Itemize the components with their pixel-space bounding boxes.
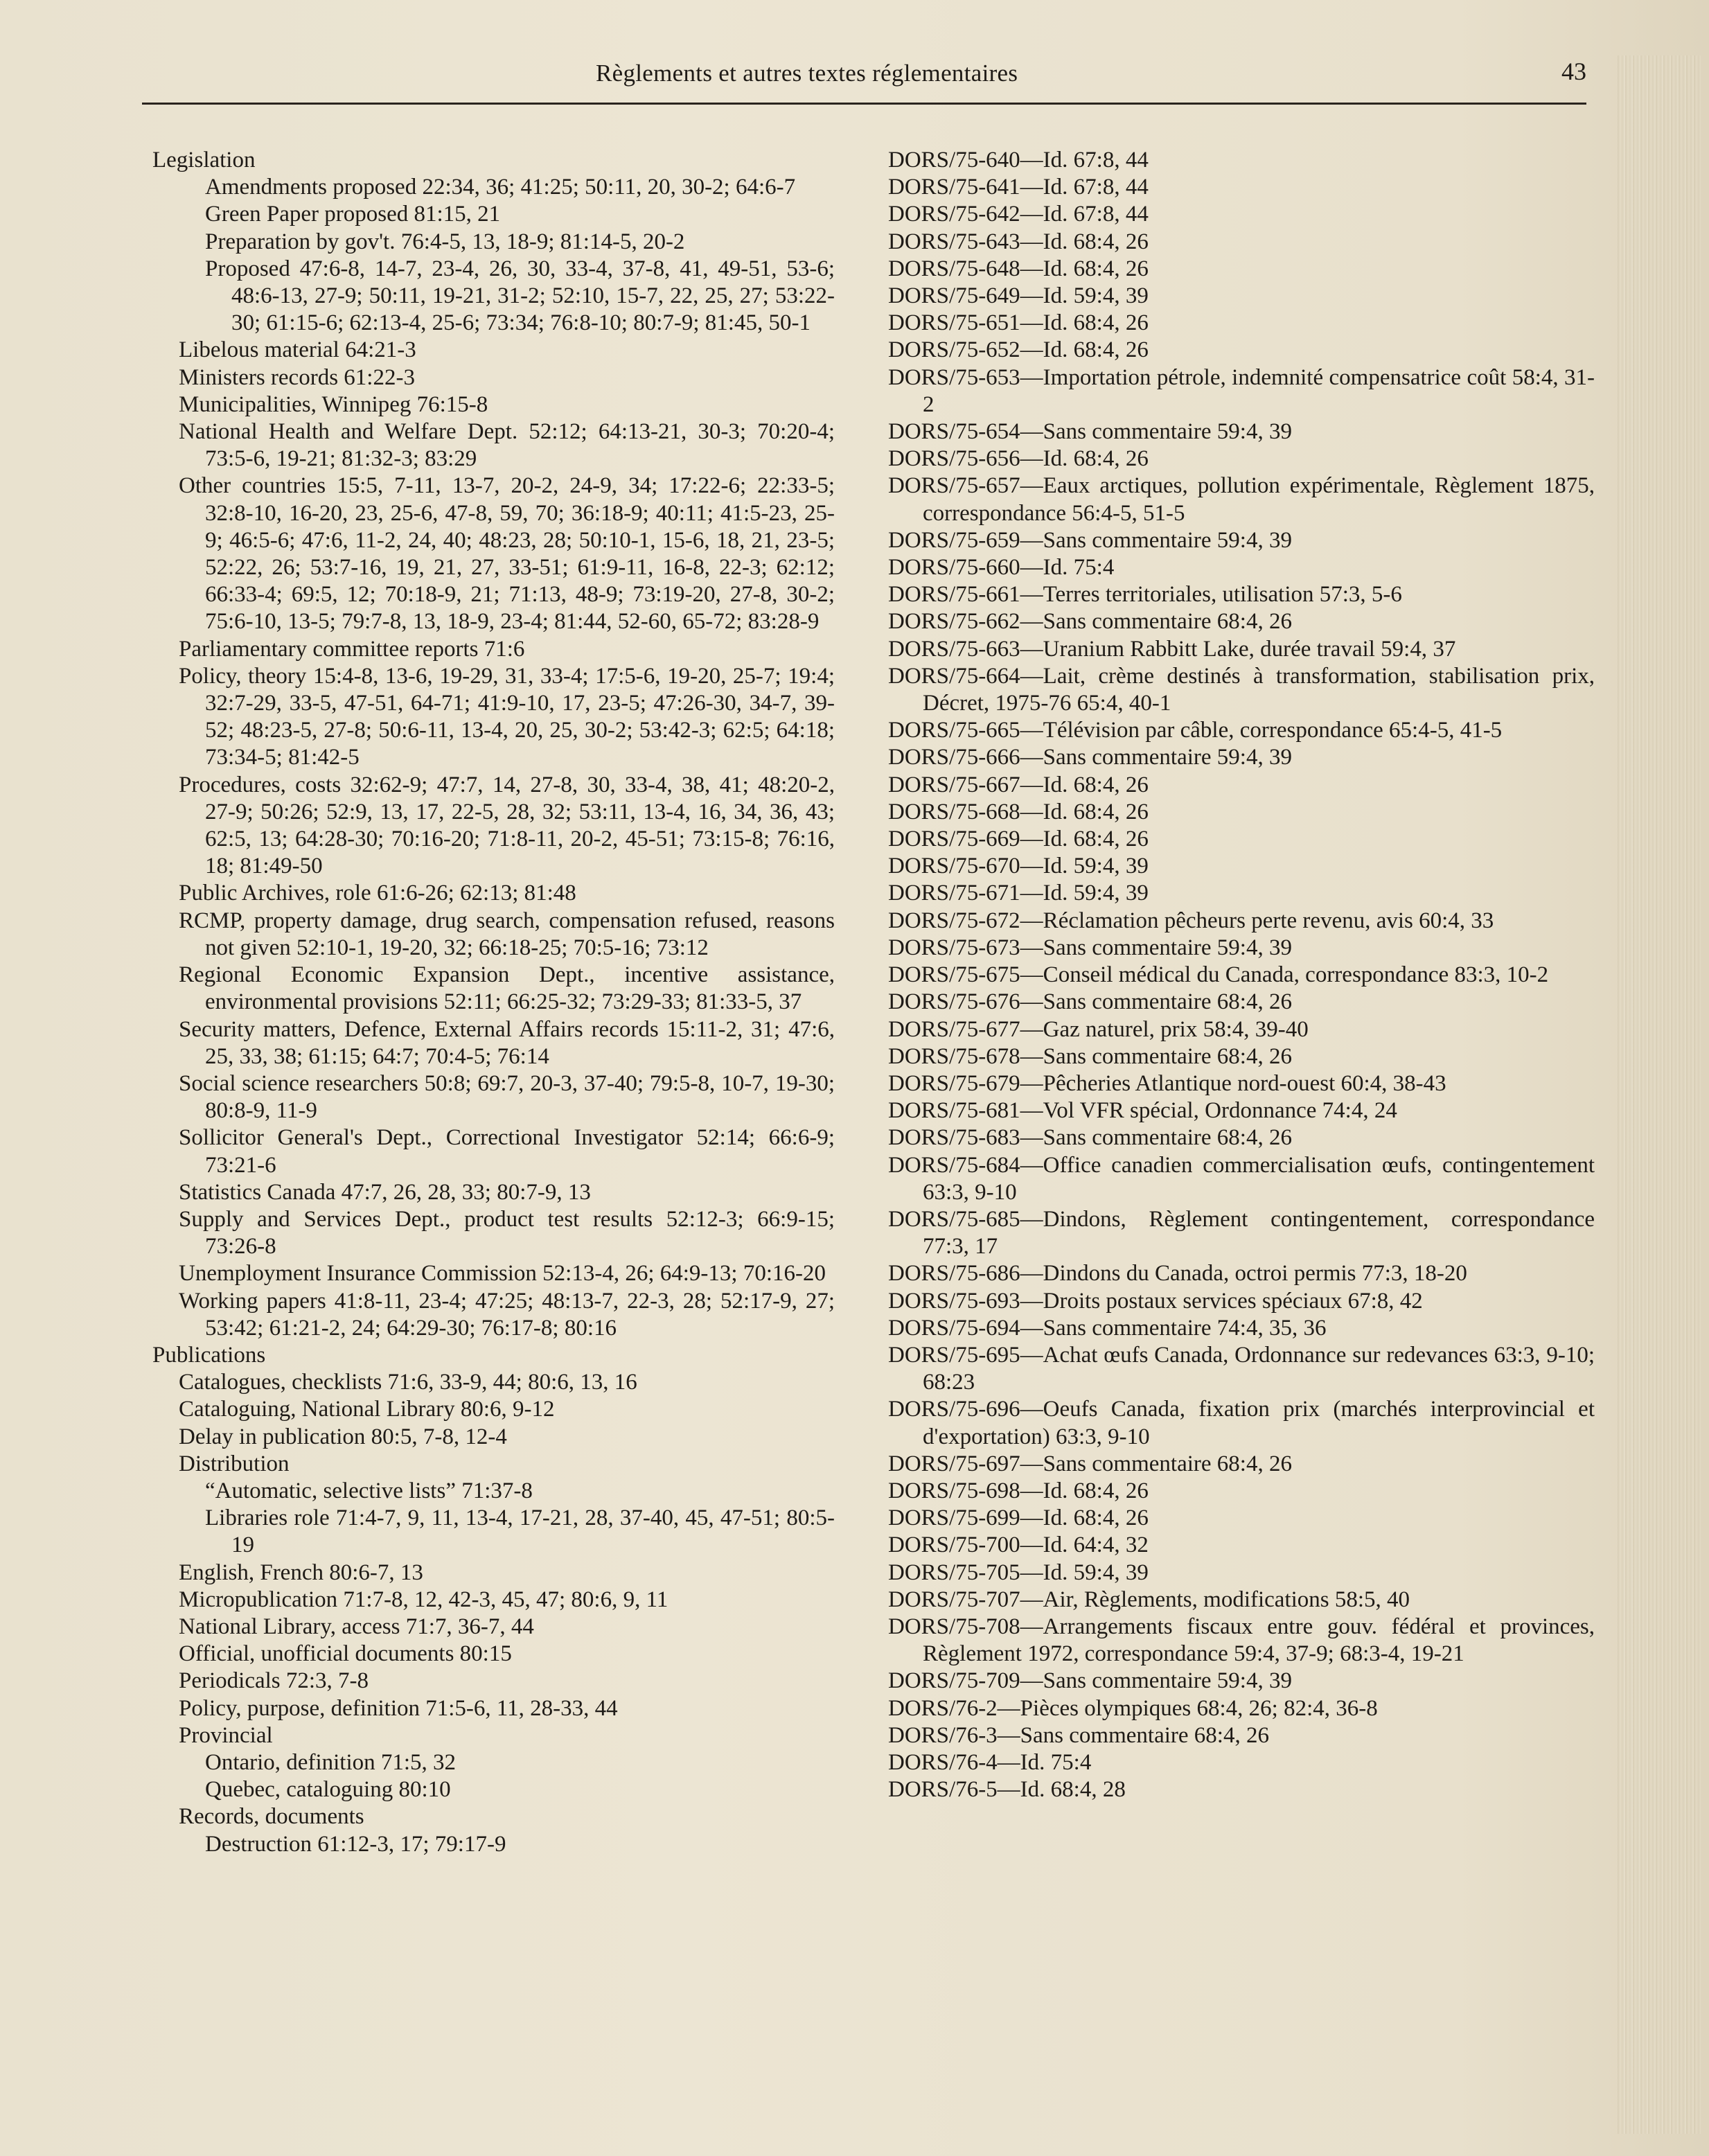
dors-entry: DORS/75-640—Id. 67:8, 44 bbox=[888, 148, 1149, 173]
dors-entry: DORS/75-654—Sans commentaire 59:4, 39 bbox=[888, 419, 1292, 445]
dors-entry: DORS/75-679—Pêcheries Atlantique nord-ouest 60:4, 38-43 bbox=[888, 1070, 1446, 1096]
dors-entry: DORS/75-698—Id. 68:4, 26 bbox=[888, 1478, 1149, 1503]
dors-entry: DORS/75-641—Id. 67:8, 44 bbox=[888, 175, 1149, 200]
running-title: Règlements et autres textes réglementaires bbox=[596, 60, 1018, 87]
dors-entry: DORS/75-660—Id. 75:4 bbox=[888, 555, 1115, 581]
dors-entry: DORS/75-664—Lait, crème destinés à transformation, stabilisation prix, Décret, 1975-76 65:4, 40-1 bbox=[888, 663, 1595, 716]
dors-entry: DORS/75-667—Id. 68:4, 26 bbox=[888, 772, 1149, 797]
dors-entry: DORS/75-683—Sans commentaire 68:4, 26 bbox=[888, 1125, 1292, 1151]
dors-entry: DORS/75-643—Id. 68:4, 26 bbox=[888, 229, 1149, 254]
dors-entry: DORS/75-709—Sans commentaire 59:4, 39 bbox=[888, 1668, 1292, 1694]
index-entry: Policy, purpose, definition 71:5-6, 11, 28-33, 44 bbox=[179, 1695, 618, 1721]
dors-entry: DORS/75-648—Id. 68:4, 26 bbox=[888, 256, 1149, 281]
dors-entry: DORS/75-708—Arrangements fiscaux entre gouv. fédéral et provinces, Règlement 1972, correspondance 59:4, 37-9; 68:3-4, 19-21 bbox=[888, 1614, 1595, 1667]
dors-entry: DORS/75-657—Eaux arctiques, pollution expérimentale, Règlement 1875, correspondance 56:4-5, 51-5 bbox=[888, 473, 1595, 526]
left-index-column bbox=[152, 147, 835, 1858]
dors-entry: DORS/76-2—Pièces olympiques 68:4, 26; 82:4, 36-8 bbox=[888, 1695, 1378, 1721]
index-entry: Preparation by gov't. 76:4-5, 13, 18-9; 81:14-5, 20-2 bbox=[205, 229, 685, 254]
index-entry: English, French 80:6-7, 13 bbox=[179, 1559, 423, 1585]
dors-entry: DORS/75-693—Droits postaux services spéciaux 67:8, 42 bbox=[888, 1288, 1423, 1314]
index-entry: Quebec, cataloguing 80:10 bbox=[205, 1777, 451, 1803]
index-entry: Parliamentary committee reports 71:6 bbox=[179, 636, 525, 662]
page-edge-shadow bbox=[1618, 55, 1701, 2134]
dors-entry: DORS/75-672—Réclamation pêcheurs perte revenu, avis 60:4, 33 bbox=[888, 908, 1494, 933]
header-rule bbox=[142, 103, 1586, 105]
dors-entry: DORS/75-676—Sans commentaire 68:4, 26 bbox=[888, 989, 1292, 1015]
index-entry: Statistics Canada 47:7, 26, 28, 33; 80:7-9, 13 bbox=[179, 1179, 591, 1205]
dors-entry: DORS/75-665—Télévision par câble, correspondance 65:4-5, 41-5 bbox=[888, 718, 1503, 743]
dors-entry: DORS/75-670—Id. 59:4, 39 bbox=[888, 854, 1149, 879]
dors-entry: DORS/75-699—Id. 68:4, 26 bbox=[888, 1505, 1149, 1531]
index-entry: Legislation bbox=[152, 148, 256, 173]
index-entry: National Health and Welfare Dept. 52:12; 64:13-21, 30-3; 70:20-4; 73:5-6, 19-21; 81:32-3; 83:29 bbox=[179, 419, 835, 472]
index-entry: Supply and Services Dept., product test results 52:12-3; 66:9-15; 73:26-8 bbox=[179, 1206, 835, 1260]
index-entry: Green Paper proposed 81:15, 21 bbox=[205, 202, 501, 227]
index-entry: Amendments proposed 22:34, 36; 41:25; 50:11, 20, 30-2; 64:6-7 bbox=[205, 175, 796, 200]
dors-entry: DORS/75-656—Id. 68:4, 26 bbox=[888, 446, 1149, 472]
index-entry: Delay in publication 80:5, 7-8, 12-4 bbox=[179, 1424, 507, 1449]
dors-entry: DORS/75-684—Office canadien commercialisation œufs, contingentement 63:3, 9-10 bbox=[888, 1152, 1595, 1205]
dors-entry: DORS/75-671—Id. 59:4, 39 bbox=[888, 881, 1149, 906]
dors-entry: DORS/75-681—Vol VFR spécial, Ordonnance 74:4, 24 bbox=[888, 1098, 1397, 1124]
dors-entry: DORS/75-653—Importation pétrole, indemnité compensatrice coût 58:4, 31-2 bbox=[888, 364, 1595, 417]
dors-entry: DORS/75-652—Id. 68:4, 26 bbox=[888, 337, 1149, 363]
index-entry: Social science researchers 50:8; 69:7, 20-3, 37-40; 79:5-8, 10-7, 19-30; 80:8-9, 11-9 bbox=[179, 1070, 835, 1124]
dors-entry: DORS/75-695—Achat œufs Canada, Ordonnance sur redevances 63:3, 9-10; 68:23 bbox=[888, 1342, 1595, 1395]
dors-entry: DORS/75-666—Sans commentaire 59:4, 39 bbox=[888, 745, 1292, 770]
dors-entry: DORS/75-663—Uranium Rabbitt Lake, durée travail 59:4, 37 bbox=[888, 636, 1456, 662]
index-entry: Destruction 61:12-3, 17; 79:17-9 bbox=[205, 1831, 506, 1857]
running-header bbox=[145, 55, 1586, 104]
dors-entry: DORS/75-678—Sans commentaire 68:4, 26 bbox=[888, 1043, 1292, 1069]
index-entry: “Automatic, selective lists” 71:37-8 bbox=[205, 1478, 533, 1503]
index-entry: Security matters, Defence, External Affairs records 15:11-2, 31; 47:6, 25, 33, 38; 61:15; 64:7; 70:4-5; 76:14 bbox=[179, 1016, 835, 1069]
index-entry: Sollicitor General's Dept., Correctional Investigator 52:14; 66:6-9; 73:21-6 bbox=[179, 1125, 835, 1178]
dors-entry: DORS/76-3—Sans commentaire 68:4, 26 bbox=[888, 1722, 1269, 1748]
index-entry: Procedures, costs 32:62-9; 47:7, 14, 27-8, 30, 33-4, 38, 41; 48:20-2, 27-9; 50:26; 52:9, 13, 17, 22-5, 28, 32; 53:11, 13-4, 16, 34, 36, 43; 62:5, 13; 64:28-30; 70:16-20; 71:8-11, 20-2, 45-51; 73:15-8; 76:16, 18; 81:49-50 bbox=[179, 772, 835, 879]
index-entry: Libelous material 64:21-3 bbox=[179, 337, 416, 363]
dors-entry: DORS/75-659—Sans commentaire 59:4, 39 bbox=[888, 527, 1292, 553]
dors-entry: DORS/76-5—Id. 68:4, 28 bbox=[888, 1777, 1126, 1803]
index-entry: National Library, access 71:7, 36-7, 44 bbox=[179, 1614, 534, 1639]
index-entry: Provincial bbox=[179, 1722, 273, 1748]
index-entry: Publications bbox=[152, 1342, 266, 1368]
index-entry: Ontario, definition 71:5, 32 bbox=[205, 1749, 457, 1775]
dors-entry: DORS/75-661—Terres territoriales, utilisation 57:3, 5-6 bbox=[888, 582, 1402, 608]
dors-entry: DORS/75-662—Sans commentaire 68:4, 26 bbox=[888, 609, 1292, 635]
page-number: 43 bbox=[1561, 58, 1586, 85]
index-entry: Periodicals 72:3, 7-8 bbox=[179, 1668, 369, 1694]
dors-entry: DORS/75-686—Dindons du Canada, octroi permis 77:3, 18-20 bbox=[888, 1261, 1467, 1287]
dors-entry: DORS/75-677—Gaz naturel, prix 58:4, 39-40 bbox=[888, 1016, 1309, 1042]
dors-entry: DORS/75-700—Id. 64:4, 32 bbox=[888, 1532, 1149, 1558]
dors-entry: DORS/75-668—Id. 68:4, 26 bbox=[888, 799, 1149, 824]
dors-entry: DORS/75-649—Id. 59:4, 39 bbox=[888, 283, 1149, 309]
index-entry: Records, documents bbox=[179, 1804, 364, 1830]
index-entry: Cataloguing, National Library 80:6, 9-12 bbox=[179, 1397, 555, 1422]
index-entry: Distribution bbox=[179, 1451, 290, 1476]
dors-entry: DORS/75-651—Id. 68:4, 26 bbox=[888, 310, 1149, 336]
index-entry: Working papers 41:8-11, 23-4; 47:25; 48:13-7, 22-3, 28; 52:17-9, 27; 53:42; 61:21-2, 24; 64:29-30; 76:17-8; 80:16 bbox=[179, 1288, 835, 1341]
dors-entry: DORS/75-705—Id. 59:4, 39 bbox=[888, 1559, 1149, 1585]
dors-entry: DORS/75-675—Conseil médical du Canada, correspondance 83:3, 10-2 bbox=[888, 962, 1549, 988]
index-entry: Other countries 15:5, 7-11, 13-7, 20-2, 24-9, 34; 17:22-6; 22:33-5; 32:8-10, 16-20, 23, 25-6, 47-8, 59, 70; 36:18-9; 40:11; 41:5-23, 25-9; 46:5-6; 47:6, 11-2, 24, 40; 48:23, 28; 50:10-1, 15-6, 18, 21, 23-5; 52:22, 26; 53:7-16, 19, 21, 27, 33-51; 61:9-11, 16-8, 22-3; 62:12; 66:33-4; 69:5, 12; 70:18-9, 21; 71:13, 48-9; 73:19-20, 27-8, 30-2; 75:6-10, 13-5; 79:7-8, 13, 18-9, 23-4; 81:44, 52-60, 65-72; 83:28-9 bbox=[179, 473, 835, 635]
index-entry: Regional Economic Expansion Dept., incentive assistance, environmental provisions 52:11; 66:25-32; 73:29-33; 81:33-5, 37 bbox=[179, 962, 835, 1015]
index-entry: Unemployment Insurance Commission 52:13-4, 26; 64:9-13; 70:16-20 bbox=[179, 1261, 826, 1287]
right-index-column bbox=[888, 147, 1595, 1803]
dors-entry: DORS/75-669—Id. 68:4, 26 bbox=[888, 827, 1149, 852]
index-entry: Catalogues, checklists 71:6, 33-9, 44; 80:6, 13, 16 bbox=[179, 1370, 637, 1395]
dors-entry: DORS/75-673—Sans commentaire 59:4, 39 bbox=[888, 935, 1292, 960]
index-entry: Official, unofficial documents 80:15 bbox=[179, 1641, 512, 1667]
index-entry: Ministers records 61:22-3 bbox=[179, 364, 415, 390]
dors-entry: DORS/75-697—Sans commentaire 68:4, 26 bbox=[888, 1451, 1292, 1476]
index-entry: Libraries role 71:4-7, 9, 11, 13-4, 17-21, 28, 37-40, 45, 47-51; 80:5-19 bbox=[205, 1505, 835, 1558]
index-entry: RCMP, property damage, drug search, compensation refused, reasons not given 52:10-1, 19-20, 32; 66:18-25; 70:5-16; 73:12 bbox=[179, 908, 835, 960]
index-entry: Proposed 47:6-8, 14-7, 23-4, 26, 30, 33-4, 37-8, 41, 49-51, 53-6; 48:6-13, 27-9; 50:11, 19-21, 31-2; 52:10, 15-7, 22, 25, 27; 53:22-30; 61:15-6; 62:13-4, 25-6; 73:34; 76:8-10; 80:7-9; 81:45, 50-1 bbox=[205, 256, 835, 336]
dors-entry: DORS/75-696—Oeufs Canada, fixation prix (marchés interprovincial et d'exportation) 63:3, 9-10 bbox=[888, 1397, 1595, 1449]
dors-entry: DORS/75-707—Air, Règlements, modifications 58:5, 40 bbox=[888, 1587, 1410, 1612]
dors-entry: DORS/75-694—Sans commentaire 74:4, 35, 36 bbox=[888, 1315, 1327, 1341]
dors-entry: DORS/76-4—Id. 75:4 bbox=[888, 1749, 1092, 1775]
index-entry: Municipalities, Winnipeg 76:15-8 bbox=[179, 391, 488, 417]
index-entry: Public Archives, role 61:6-26; 62:13; 81:48 bbox=[179, 881, 576, 906]
index-entry: Policy, theory 15:4-8, 13-6, 19-29, 31, 33-4; 17:5-6, 19-20, 25-7; 19:4; 32:7-29, 33-5, 47-51, 64-71; 41:9-10, 17, 23-5; 47:26-30, 34-7, 39-52; 48:23-5, 27-8; 50:6-11, 13-4, 20, 25, 30-2; 53:42-3; 62:5; 64:18; 73:34-5; 81:42-5 bbox=[179, 663, 835, 770]
dors-entry: DORS/75-685—Dindons, Règlement contingentement, correspondance 77:3, 17 bbox=[888, 1206, 1595, 1260]
index-entry: Micropublication 71:7-8, 12, 42-3, 45, 47; 80:6, 9, 11 bbox=[179, 1587, 668, 1612]
dors-entry: DORS/75-642—Id. 67:8, 44 bbox=[888, 202, 1149, 227]
